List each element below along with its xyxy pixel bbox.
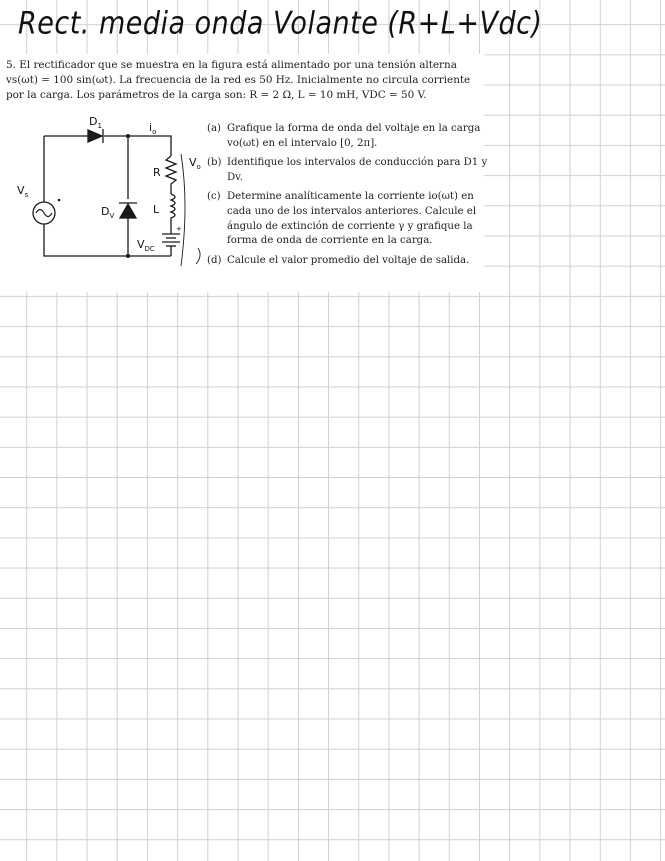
label-vdc: $V_{DC}$	[137, 238, 155, 253]
problem-statement	[6, 58, 476, 103]
label-vo: $V_o$	[189, 156, 201, 171]
label-vs: $V_s$	[17, 184, 29, 199]
statement-line-3: por la carga. Los parámetros de la carga son: R = 2 Ω, L = 10 mH, VDC = 50 V.	[6, 89, 427, 101]
circuit-diagram	[16, 114, 216, 286]
diode-dv	[120, 204, 136, 218]
label-l: L	[153, 203, 160, 216]
inductor-l	[171, 194, 175, 228]
statement-line-2: vs(ωt) = 100 sin(ωt). La frecuencia de la red es 50 Hz. Inicialmente no circula corriente	[6, 74, 471, 86]
part-d: (d) Calcule el valor promedio del voltaje de salida.	[207, 254, 470, 266]
part-c: (c) Determine analíticamente la corriente io(ωt) en cada uno de los intervalos anteriores. Calcule el ángulo de extinción de corriente γ y grafique la forma de onda de corriente en la carga.	[207, 191, 477, 247]
label-d1: $D_1$	[89, 115, 102, 130]
vo-bracket	[181, 154, 185, 266]
label-io: $i_o$	[149, 121, 157, 136]
problem-sheet	[0, 54, 488, 292]
label-plus: +	[176, 225, 182, 233]
part-a: (a) Grafique la forma de onda del voltaje en la carga vo(ωt) en el intervalo [0, 2π].	[207, 123, 481, 149]
handwritten-title: Rect. media onda Volante (R+L+Vdc)	[18, 6, 543, 42]
label-dv: $D_V$	[101, 205, 115, 220]
problem-number: 5.	[6, 59, 16, 71]
resistor-r	[166, 156, 176, 194]
label-r: R	[153, 166, 161, 179]
diode-d1	[88, 130, 102, 142]
question-parts	[207, 122, 488, 273]
statement-line-1: 5. El rectificador que se muestra en la figura está alimentado por una tensión alterna	[6, 59, 457, 71]
part-b: (b) Identifique los intervalos de conducción para D1 y Dv.	[207, 157, 488, 183]
